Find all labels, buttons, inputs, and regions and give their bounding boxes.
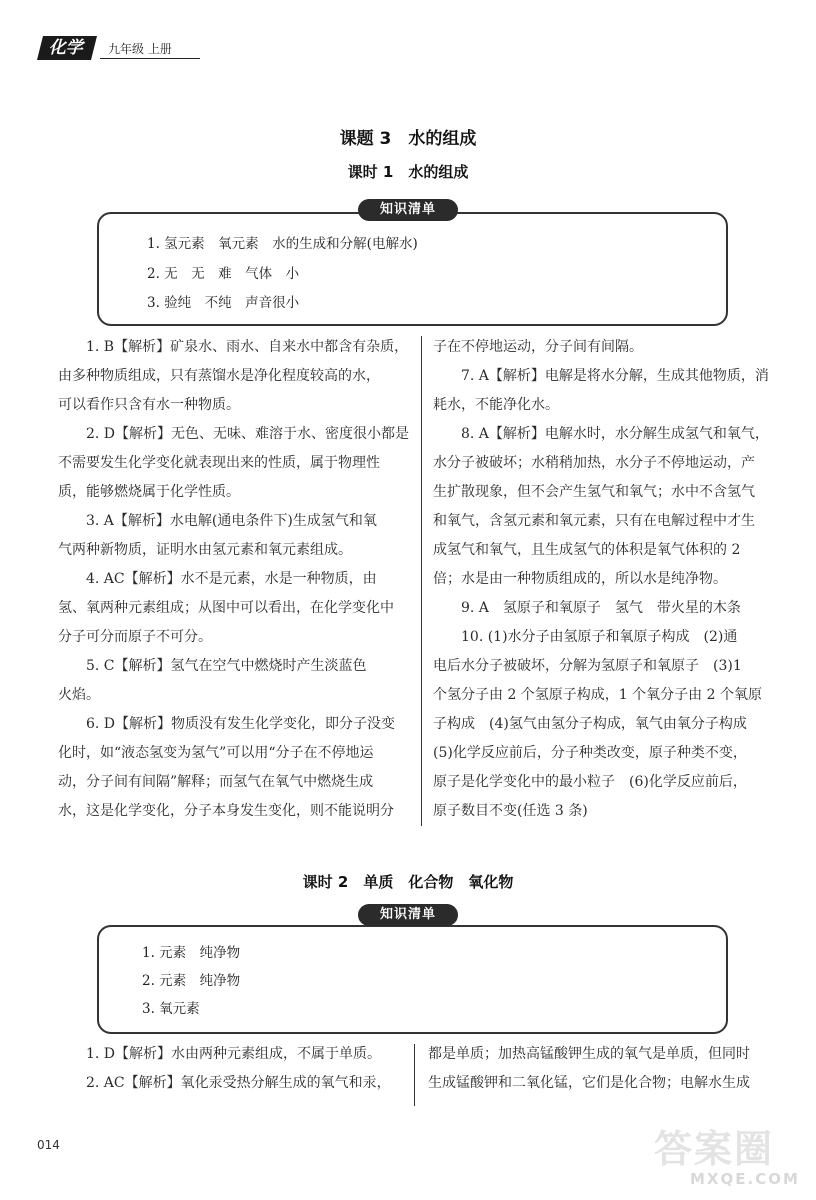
answer-line: 分子可分而原子不可分。 (58, 629, 212, 645)
answer-line: 水，这是化学变化，分子本身发生变化，则不能说明分 (58, 803, 394, 819)
answer-line: 不需要发生化学变化就表现出来的性质，属于物理性 (58, 455, 380, 471)
answer-line: 1. D【解析】水由两种元素组成，不属于单质。 (86, 1046, 382, 1062)
answer-line: 子构成 (4)氢气由氢分子构成，氧气由氧分子构成 (433, 716, 747, 732)
knowledge-item: 2. 无 无 难 气体 小 (147, 266, 300, 282)
answer-line: (5)化学反应前后，分子种类改变，原子种类不变， (433, 745, 747, 761)
knowledge-box-1 (97, 212, 728, 326)
column-divider-2 (414, 1044, 415, 1106)
answer-line: 成氢气和氧气，且生成氢气的体积是氧气体积的 2 (433, 542, 741, 558)
answer-line: 5. C【解析】氢气在空气中燃烧时产生淡蓝色 (86, 658, 367, 674)
answer-line: 电后水分子被破坏，分解为氢原子和氧原子 (3)1 (433, 658, 742, 674)
answer-line: 耗水，不能净化水。 (433, 397, 559, 413)
answer-line: 原子数目不变(任选 3 条) (433, 803, 588, 819)
watermark-url: MXQE.COM (690, 1170, 800, 1188)
answer-line: 化时，如“液态氢变为氢气”可以用“分子在不停地运 (58, 745, 374, 761)
answer-line: 原子是化学变化中的最小粒子 (6)化学反应前后， (433, 774, 747, 790)
answer-line: 水分子被破坏；水稍稍加热，水分子不停地运动，产 (433, 455, 755, 471)
answer-line: 8. A【解析】电解水时，水分解生成氢气和氧气， (461, 426, 769, 442)
answer-line: 子在不停地运动，分子间有间隔。 (433, 339, 643, 355)
answer-line: 10. (1)水分子由氢原子和氧原子构成 (2)通 (461, 629, 738, 645)
answer-line: 9. A 氢原子和氧原子 氢气 带火星的木条 (461, 600, 741, 616)
answer-line: 氢、氧两种元素组成；从图中可以看出，在化学变化中 (58, 600, 394, 616)
knowledge-item: 3. 氧元素 (142, 1001, 200, 1017)
answer-line: 和氧气，含氢元素和氧元素，只有在电解过程中才生 (433, 513, 755, 529)
answer-line: 质，能够燃烧属于化学性质。 (58, 484, 240, 500)
answer-line: 动，分子间有间隔”解释；而氢气在氧气中燃烧生成 (58, 774, 374, 790)
answers-left-column (58, 333, 408, 826)
answers-right-column-2 (428, 1040, 780, 1098)
answer-line: 由多种物质组成，只有蒸馏水是净化程度较高的水， (58, 368, 380, 384)
answer-line: 2. AC【解析】氧化汞受热分解生成的氧气和汞， (86, 1075, 391, 1091)
knowledge-item: 2. 元素 纯净物 (142, 973, 241, 989)
answer-line: 7. A【解析】电解是将水分解，生成其他物质，消 (461, 368, 769, 384)
lesson-title: 课题 3 水的组成 (339, 129, 477, 149)
answers-left-column-2 (58, 1040, 408, 1098)
answers-right-column (433, 333, 783, 826)
period1-title: 课时 1 水的组成 (347, 163, 469, 181)
subject-tag: 化学 (37, 36, 97, 60)
answer-line: 4. AC【解析】水不是元素，水是一种物质，由 (86, 571, 377, 587)
answer-line: 3. A【解析】水电解(通电条件下)生成氢气和氧 (86, 513, 377, 529)
page-number: 014 (37, 1138, 60, 1152)
column-divider (421, 336, 422, 826)
answer-line: 生扩散现象，但不会产生氢气和氧气；水中不含氢气 (433, 484, 755, 500)
answer-line: 2. D【解析】无色、无味、难溶于水、密度很小都是 (86, 426, 410, 442)
answer-line: 1. B【解析】矿泉水、雨水、自来水中都含有杂质， (86, 339, 409, 355)
grade-label: 九年级 上册 (108, 42, 172, 56)
answer-line: 生成锰酸钾和二氧化锰，它们是化合物；电解水生成 (428, 1075, 750, 1091)
answer-line: 气两种新物质，证明水由氢元素和氧元素组成。 (58, 542, 352, 558)
knowledge-badge-1: 知识清单 (358, 199, 458, 221)
answer-line: 6. D【解析】物质没有发生化学变化，即分子没变 (86, 716, 396, 732)
watermark-logo: 答案圈 (654, 1127, 775, 1171)
knowledge-item: 3. 验纯 不纯 声音很小 (147, 295, 300, 311)
period2-title: 课时 2 单质 化合物 氧化物 (302, 873, 514, 891)
answer-line: 可以看作只含有水一种物质。 (58, 397, 240, 413)
header-rule (100, 58, 200, 59)
knowledge-badge-2: 知识清单 (358, 904, 458, 926)
answer-line: 个氢分子由 2 个氢原子构成，1 个氧分子由 2 个氧原 (433, 687, 762, 703)
knowledge-box-2 (97, 925, 728, 1034)
knowledge-item: 1. 氢元素 氧元素 水的生成和分解(电解水) (147, 236, 418, 252)
answer-line: 火焰。 (58, 687, 100, 703)
knowledge-item: 1. 元素 纯净物 (142, 945, 241, 961)
answer-line: 都是单质；加热高锰酸钾生成的氧气是单质，但同时 (428, 1046, 750, 1062)
answer-line: 倍；水是由一种物质组成的，所以水是纯净物。 (433, 571, 727, 587)
